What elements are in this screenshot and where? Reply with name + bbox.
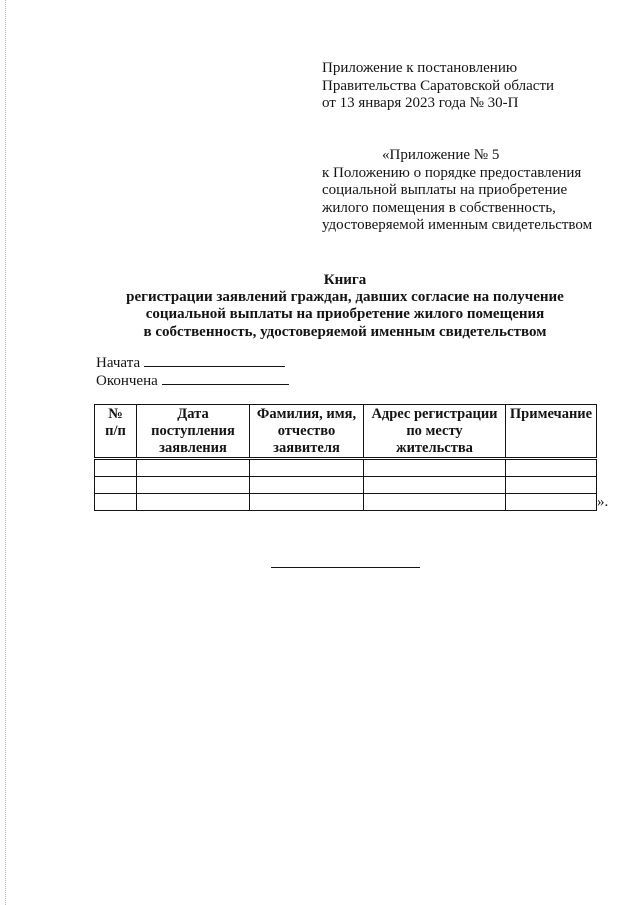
header-text: отчество — [277, 423, 336, 439]
table-cell — [364, 494, 506, 511]
table-cell — [364, 477, 506, 494]
finished-blank-line — [162, 373, 289, 385]
table-cell — [506, 494, 597, 511]
table-cell — [95, 477, 137, 494]
table-cell — [95, 494, 137, 511]
table-cell — [250, 459, 364, 477]
table-cell — [137, 494, 250, 511]
title-line: социальной выплаты на приобретение жилого помещения — [145, 306, 545, 323]
column-header-name — [250, 405, 364, 459]
scan-edge-line — [5, 0, 6, 905]
started-label: Начата — [96, 355, 141, 371]
header-text: Примечание — [509, 406, 593, 422]
column-header-note — [506, 405, 597, 459]
table-row — [95, 494, 597, 511]
header-text: п/п — [105, 423, 126, 439]
table-cell — [506, 459, 597, 477]
table-cell — [250, 477, 364, 494]
header-text: заявителя — [273, 440, 340, 456]
title-line: регистрации заявлений граждан, давших согласие на получение — [126, 289, 564, 306]
table-cell — [137, 477, 250, 494]
header-text: жительства — [396, 440, 473, 456]
header-text: поступления — [151, 423, 235, 439]
table-row — [95, 459, 597, 477]
appendix-line: к Положению о порядке предоставления — [322, 164, 582, 181]
appendix-line: социальной выплаты на приобретение — [322, 182, 568, 198]
book-dates — [96, 355, 289, 390]
title-line: в собственность, удостоверяемой именным свидетельством — [143, 323, 547, 340]
header-line: Правительства Саратовской области — [322, 77, 555, 94]
table-header-row — [95, 405, 597, 459]
table-cell — [137, 459, 250, 477]
table-row — [95, 477, 597, 494]
header-text: Адрес регистрации — [371, 406, 498, 422]
table-cell — [95, 459, 137, 477]
column-header-address — [364, 405, 506, 459]
appendix-line: жилого помещения в собственность, — [322, 199, 556, 216]
started-blank-line — [144, 355, 285, 367]
document-title — [94, 272, 596, 341]
header-line: от 13 января 2023 года № 30-П — [322, 95, 519, 111]
started-field — [96, 355, 289, 373]
header-text: по месту — [406, 423, 463, 439]
resolution-appendix-header — [322, 60, 554, 113]
table-cell — [250, 494, 364, 511]
column-header-number — [95, 405, 137, 459]
header-text: № — [108, 406, 123, 422]
table-cell — [364, 459, 506, 477]
regulation-appendix-header — [322, 147, 592, 235]
title-heading: Книга — [323, 272, 367, 288]
header-text: Фамилия, имя, — [256, 406, 357, 422]
header-text: Дата — [177, 406, 209, 422]
header-line: Приложение к постановлению — [322, 60, 518, 76]
header-text: заявления — [159, 440, 227, 456]
appendix-line: удостоверяемой именным свидетельством — [322, 217, 593, 233]
registration-table — [94, 404, 597, 511]
finished-label: Окончена — [96, 372, 158, 389]
table-cell — [506, 477, 597, 494]
finished-field — [96, 373, 289, 391]
closing-quote: ». — [597, 494, 609, 510]
bottom-separator-line — [271, 567, 420, 568]
appendix-number: «Приложение № 5 — [382, 147, 500, 163]
column-header-date — [137, 405, 250, 459]
